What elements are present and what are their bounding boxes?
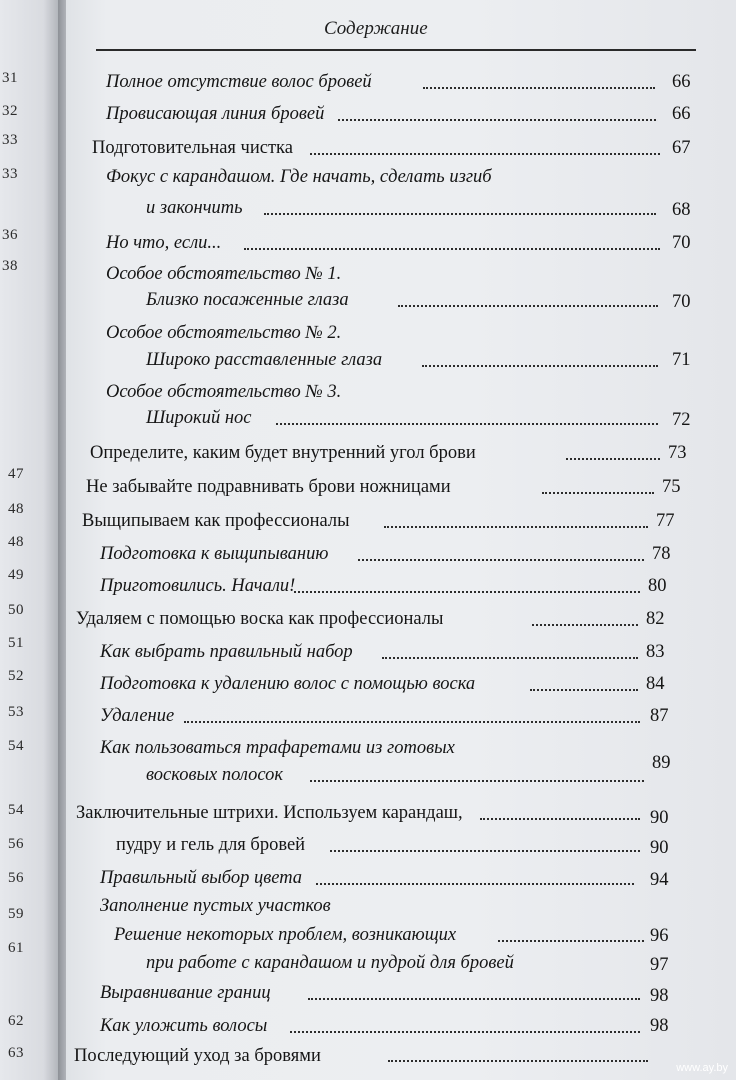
toc-entry: Удаляем с помощью воска как профессионалы xyxy=(76,609,444,629)
toc-entry: Выравнивание границ xyxy=(100,983,271,1003)
leader-dots xyxy=(294,589,640,593)
left-page-number: 33 xyxy=(2,166,18,182)
leader-dots xyxy=(330,848,640,852)
left-page-number: 63 xyxy=(8,1045,24,1061)
left-page xyxy=(0,0,62,1080)
toc-entry: Как уложить волосы xyxy=(100,1016,268,1036)
toc-page-number: 84 xyxy=(646,674,665,694)
left-page-number: 56 xyxy=(8,870,24,886)
toc-page-number: 68 xyxy=(672,200,691,220)
left-page-number: 38 xyxy=(2,258,18,274)
toc-page-number: 90 xyxy=(650,808,669,828)
left-page-number: 49 xyxy=(8,567,24,583)
toc-entry-continued: Широко расставленные глаза xyxy=(146,350,383,370)
leader-dots xyxy=(184,719,640,723)
leader-dots xyxy=(310,778,644,782)
toc-page-number: 70 xyxy=(672,233,691,253)
leader-dots xyxy=(338,117,656,121)
leader-dots xyxy=(398,303,658,307)
left-page-number: 51 xyxy=(8,635,24,651)
page-header: Содержание xyxy=(324,18,428,39)
toc-entry: Но что, если... xyxy=(106,233,222,253)
toc-page xyxy=(66,0,736,1080)
toc-entry: пудру и гель для бровей xyxy=(116,835,306,855)
left-page-number: 47 xyxy=(8,466,24,482)
toc-entry: Полное отсутствие волос бровей xyxy=(106,72,372,92)
toc-page-number: 67 xyxy=(672,138,691,158)
toc-page-number: 97 xyxy=(650,955,669,975)
leader-dots xyxy=(388,1058,648,1062)
toc-page-number: 82 xyxy=(646,609,665,629)
toc-entry: Как пользоваться трафаретами из готовых xyxy=(100,738,455,758)
toc-entry: Фокус с карандашом. Где начать, сделать изгиб xyxy=(106,167,492,187)
left-page-number: 36 xyxy=(2,227,18,243)
toc-page-number: 87 xyxy=(650,706,669,726)
toc-entry-continued: Широкий нос xyxy=(146,408,252,428)
toc-page-number: 66 xyxy=(672,104,691,124)
toc-entry: Удаление xyxy=(100,706,175,726)
toc-entry: Приготовились. Начали! xyxy=(100,576,296,596)
toc-entry: Особое обстоятельство № 3. xyxy=(106,382,342,402)
leader-dots xyxy=(308,996,640,1000)
left-page-number: 50 xyxy=(8,602,24,618)
toc-entry: Заполнение пустых участков xyxy=(100,896,331,916)
leader-dots xyxy=(532,622,638,626)
toc-entry: Заключительные штрихи. Используем карандаш, xyxy=(76,803,463,823)
leader-dots xyxy=(264,211,656,215)
left-page-number: 62 xyxy=(8,1013,24,1029)
left-page-number: 48 xyxy=(8,501,24,517)
toc-entry: Подготовка к удалению волос с помощью воска xyxy=(100,674,476,694)
toc-entry: Последующий уход за бровями xyxy=(74,1046,321,1066)
left-page-number: 61 xyxy=(8,940,24,956)
leader-dots xyxy=(276,421,658,425)
toc-page-number: 83 xyxy=(646,642,665,662)
leader-dots xyxy=(244,246,660,250)
leader-dots xyxy=(290,1029,640,1033)
toc-page-number: 80 xyxy=(648,576,667,596)
toc-page-number: 89 xyxy=(652,753,671,773)
toc-page-number: 73 xyxy=(668,443,687,463)
leader-dots xyxy=(566,456,660,460)
toc-entry-continued: и закончить xyxy=(146,198,243,218)
left-page-number: 53 xyxy=(8,704,24,720)
toc-page-number: 72 xyxy=(672,410,691,430)
toc-entry: Особое обстоятельство № 2. xyxy=(106,323,342,343)
leader-dots xyxy=(310,151,660,155)
toc-entry: Особое обстоятельство № 1. xyxy=(106,264,342,284)
toc-page-number: 71 xyxy=(672,350,691,370)
toc-entry: Правильный выбор цвета xyxy=(100,868,303,888)
left-page-number: 52 xyxy=(8,668,24,684)
leader-dots xyxy=(423,85,655,89)
toc-page-number: 77 xyxy=(656,511,675,531)
toc-page-number: 90 xyxy=(650,838,669,858)
toc-entry: при работе с карандашом и пудрой для бровей xyxy=(146,953,514,973)
toc-entry: Определите, каким будет внутренний угол брови xyxy=(90,443,476,463)
toc-entry-continued: Близко посаженные глаза xyxy=(146,290,349,310)
toc-entry-continued: восковых полосок xyxy=(146,765,284,785)
leader-dots xyxy=(384,524,648,528)
toc-entry: Решение некоторых проблем, возникающих xyxy=(114,925,457,945)
leader-dots xyxy=(480,816,640,820)
toc-list xyxy=(66,0,736,1080)
toc-entry: Как выбрать правильный набор xyxy=(100,642,353,662)
toc-page-number: 98 xyxy=(650,1016,669,1036)
toc-entry: Выщипываем как профессионалы xyxy=(82,511,350,531)
left-page-number: 32 xyxy=(2,103,18,119)
toc-page-number: 66 xyxy=(672,72,691,92)
leader-dots xyxy=(422,363,658,367)
leader-dots xyxy=(316,881,634,885)
toc-entry: Подготовка к выщипыванию xyxy=(100,544,329,564)
left-page-number: 33 xyxy=(2,132,18,148)
leader-dots xyxy=(382,655,638,659)
toc-entry: Не забывайте подравнивать брови ножницами xyxy=(86,477,451,497)
left-page-number: 54 xyxy=(8,738,24,754)
left-page-number: 48 xyxy=(8,534,24,550)
left-page-number: 59 xyxy=(8,906,24,922)
toc-page-number: 96 xyxy=(650,926,669,946)
toc-entry: Провисающая линия бровей xyxy=(106,104,325,124)
left-page-number: 31 xyxy=(2,70,18,86)
left-page-number: 56 xyxy=(8,836,24,852)
toc-entry: Подготовительная чистка xyxy=(92,138,293,158)
toc-page-number: 94 xyxy=(650,870,669,890)
leader-dots xyxy=(542,490,654,494)
toc-page-number: 75 xyxy=(662,477,681,497)
toc-page-number: 70 xyxy=(672,292,691,312)
left-page-number: 54 xyxy=(8,802,24,818)
leader-dots xyxy=(530,687,638,691)
toc-page-number: 98 xyxy=(650,986,669,1006)
toc-page-number: 78 xyxy=(652,544,671,564)
leader-dots xyxy=(358,557,644,561)
watermark: www.ay.by xyxy=(676,1062,728,1074)
leader-dots xyxy=(498,938,644,942)
